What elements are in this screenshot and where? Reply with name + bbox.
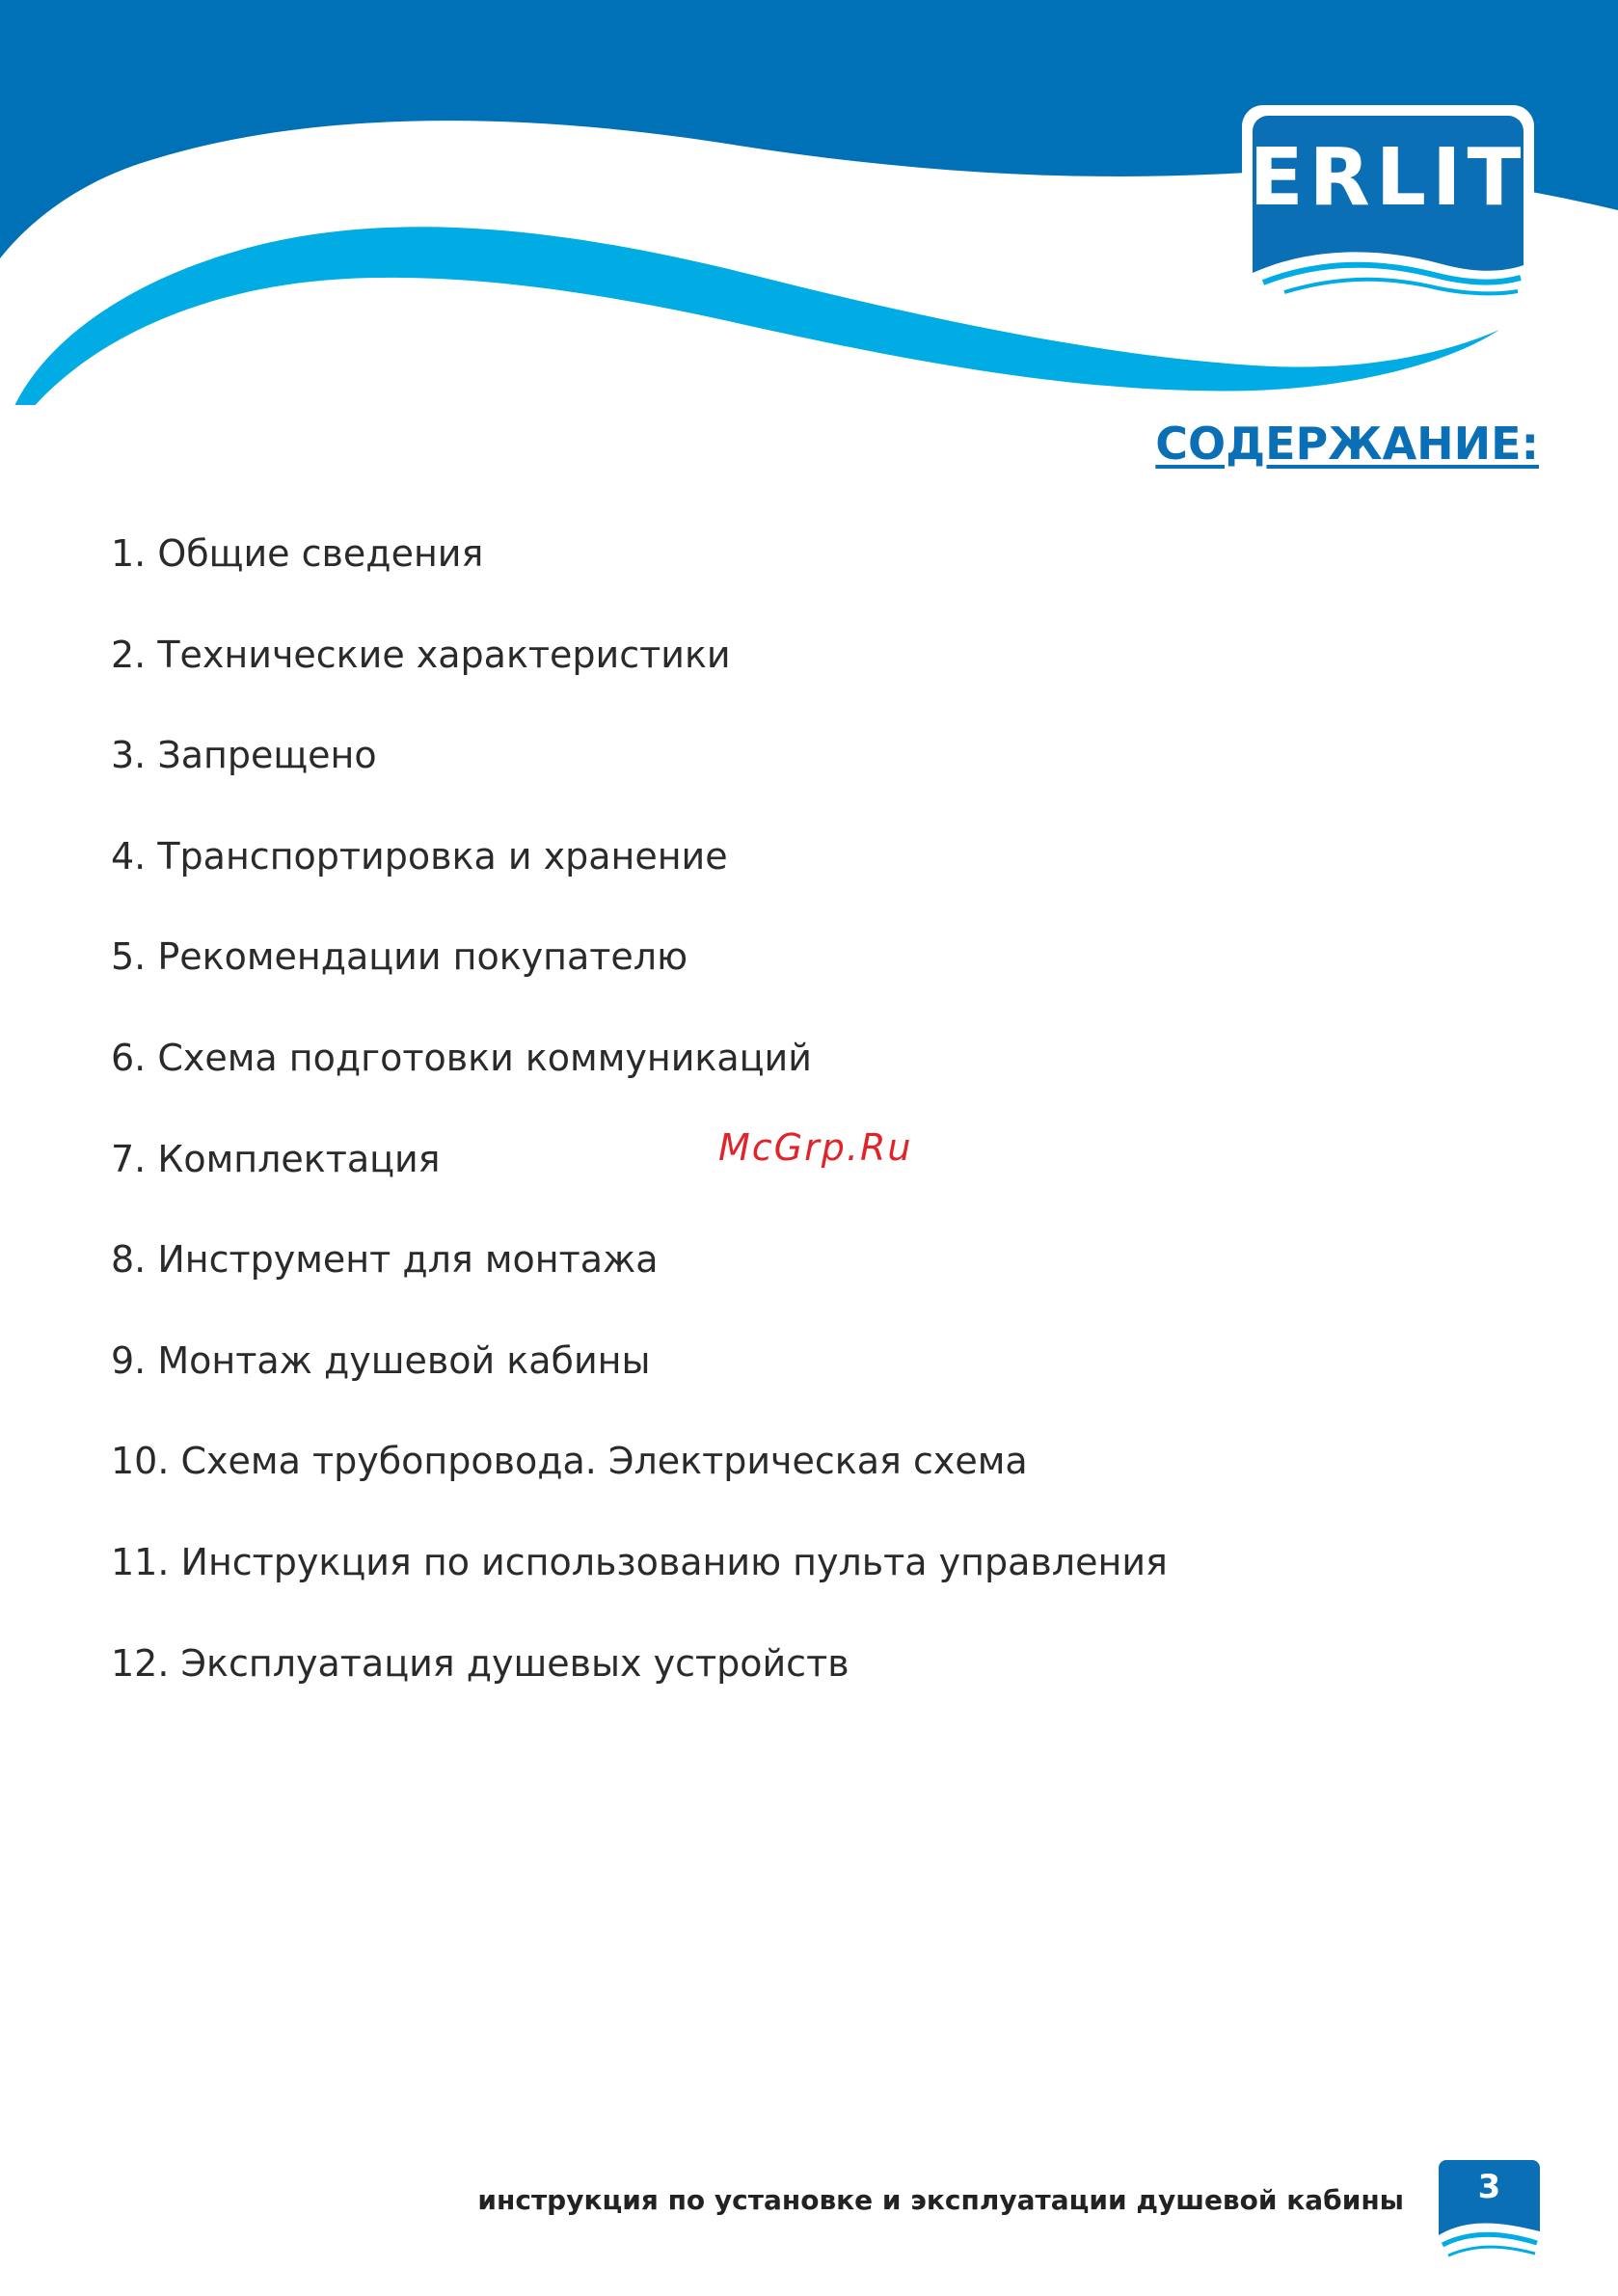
footer-document-title: инструкция по установке и эксплуатации душевой кабины (477, 2184, 1404, 2216)
toc-item-installation-tools: 8. Инструмент для монтажа (111, 1238, 659, 1282)
toc-item-prohibited: 3. Запрещено (111, 734, 377, 777)
toc-item-recommendations: 5. Рекомендации покупателю (111, 935, 688, 979)
toc-item-specifications: 2. Технические характеристики (111, 633, 731, 676)
toc-list (111, 525, 1168, 1735)
toc-item-general-info: 1. Общие сведения (111, 532, 484, 575)
toc-item-transport-storage: 4. Транспортировка и хранение (111, 834, 728, 878)
logo-wordmark: ERLIT (1249, 132, 1527, 224)
page-number: 3 (1477, 2168, 1501, 2206)
toc-item-piping-electrical-scheme: 10. Схема трубопровода. Электрическая схема (111, 1440, 1028, 1483)
toc-item-control-panel-instructions: 11. Инструкция по использованию пульта управления (111, 1540, 1168, 1583)
toc-item-shower-operation: 12. Эксплуатация душевых устройств (111, 1641, 849, 1685)
toc-item-cabin-installation: 9. Монтаж душевой кабины (111, 1338, 651, 1382)
toc-item-communications-scheme: 6. Схема подготовки коммуникаций (111, 1036, 812, 1079)
toc-item-package-contents: 7. Комплектация (111, 1137, 441, 1180)
toc-title: СОДЕРЖАНИЕ: (1155, 418, 1539, 470)
watermark-text: McGrp.Ru (718, 1126, 913, 1169)
